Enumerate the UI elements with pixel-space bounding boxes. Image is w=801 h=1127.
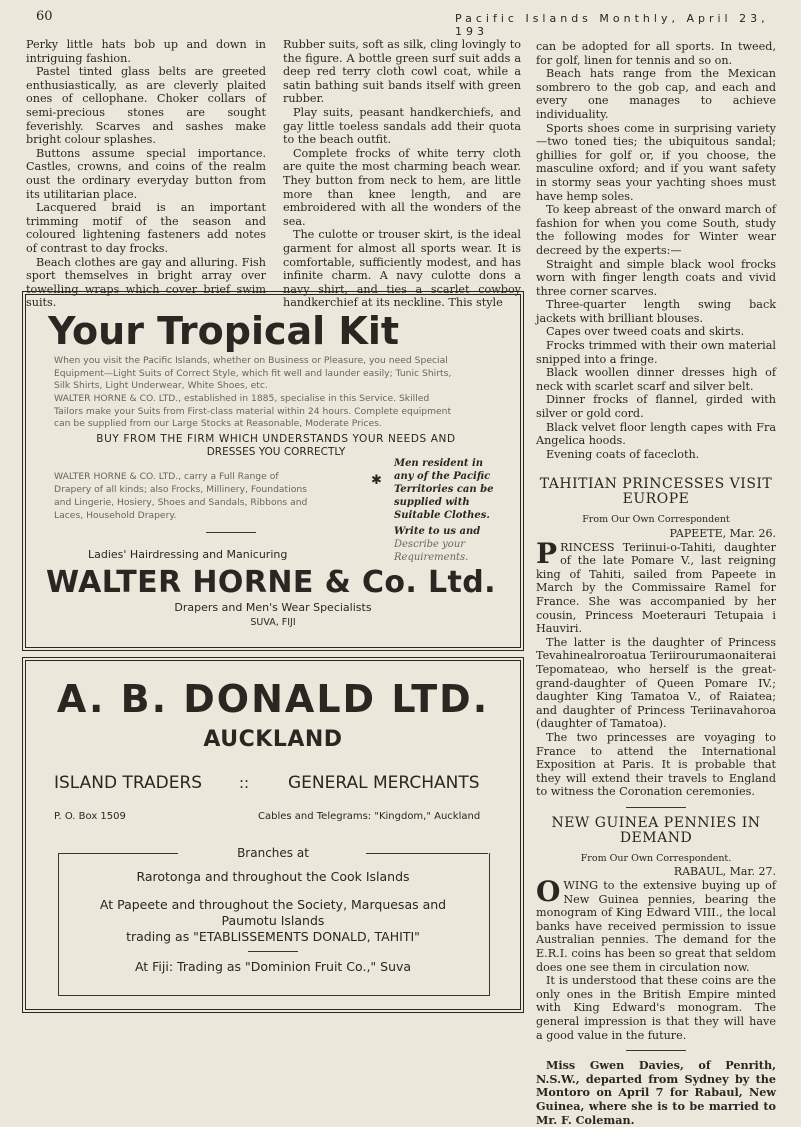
paragraph: The culotte or trouser skirt, is the ideal garment for almost all sports wear. It is comfortable, sufficiently modest, and has infinite charm. A navy culotte dons a navy shirt, and ties a scarlet cowboy handkerchief at its neckline. This style [283, 228, 521, 310]
ad-text-line: and Lingerie, Hosiery, Shoes and Sandals, Ribbons and [54, 497, 308, 508]
ad-hairdressing: Ladies' Hairdressing and Manicuring [88, 548, 288, 561]
ad-island-traders: ISLAND TRADERS [54, 773, 203, 793]
paragraph: Three-quarter length swing back jackets with brilliant blouses. [536, 298, 776, 325]
walter-horne-advertisement [22, 291, 524, 651]
ad-range [54, 470, 307, 522]
ad-text-line: any of the Pacific [394, 471, 491, 482]
paragraph: Frocks trimmed with their own material snipped into a fringe. [536, 339, 776, 366]
paragraph: Buttons assume special importance. Castles, crowns, and coins of the realm oust the ordinary everyday button from its utilitarian place. [26, 146, 266, 201]
paragraph: RINCESS Teriinui-o-Tahiti, daughter of the late Pomare V., last reigning king of Tahiti, sailed from Papeete in March by the Commissaire Ramel for France. She was accompanied by her cousin, Princess Moeterauri Tetupaia i Hauviri. [536, 540, 776, 636]
ad-text-line: supplied with [394, 497, 470, 508]
paragraph: WING to the extensive buying up of New Guinea pennies, bearing the monogram of King Edward VIII., the local banks have received permission to issue Australian pennies. The demand for the E.R.I. coins has been so great that seldom does one see them in circulation now. [536, 879, 776, 974]
paragraph: Evening coats of facecloth. [546, 447, 700, 461]
ad-write-to-us [394, 525, 480, 564]
ad-text-line: can be supplied from our Large Stocks at Reasonable, Moderate Prices. [54, 418, 382, 429]
ad-text-line: When you visit the Pacific Islands, whether on Business or Pleasure, you need Special [54, 355, 448, 366]
ad-text-line: Men resident in [394, 458, 484, 469]
ad-cables: Cables and Telegrams: "Kingdom," Auckland [258, 811, 481, 822]
drop-cap: P [536, 536, 558, 570]
paragraph: Capes over tweed coats and skirts. [546, 325, 745, 339]
ad-text-line: Paumotu Islands [221, 913, 325, 928]
divider [206, 532, 256, 533]
correspondent-line: From Our Own Correspondent [582, 514, 730, 526]
ad-buy-slogan [54, 433, 498, 459]
page-number: 60 [36, 9, 53, 24]
social-note: Miss Gwen Davies, of Penrith, N.S.W., departed from Sydney by the Montoro on April 7 for Rabaul, New Guinea, where she is to be married to Mr. F. Coleman. [536, 1058, 776, 1127]
ad-city: AUCKLAND [203, 727, 343, 752]
ad-text-line: Equipment—Light Suits of Correct Style, which fit well and launder easily; Tunic Shirts, [54, 367, 452, 379]
article-headline: TAHITIAN PRINCESSES VISIT EUROPE [539, 476, 773, 508]
ad-text-line: Describe your [394, 539, 466, 550]
divider [626, 807, 686, 808]
ad-intro [54, 355, 451, 393]
ad-branches-heading: Branches at [237, 846, 309, 860]
dateline: PAPEETE, Mar. 26. [669, 527, 776, 540]
drop-cap: O [536, 875, 561, 909]
running-head: Pacific Islands Monthly, April 23, 193 [455, 12, 769, 38]
divider [248, 951, 298, 952]
paragraph: Rubber suits, soft as silk, cling lovingly to the figure. A bottle green surf suit adds a deep red terry cloth cowl coat, while a satin bathing suit bands itself with green rubber. [283, 38, 521, 106]
ad-men-resident [394, 457, 494, 522]
ad-separator: :: [239, 774, 250, 792]
ad-text-line: DRESSES YOU CORRECTLY [206, 446, 346, 458]
paragraph: can be adopted for all sports. In tweed, for golf, linen for tennis and so on. [536, 40, 776, 67]
ab-donald-advertisement [22, 657, 524, 1013]
ad-text-line: Laces, Household Drapery. [54, 510, 177, 521]
ad-text-line: WALTER HORNE & CO. LTD., established in 1885, specialise in this Service. Skilled [54, 393, 430, 404]
article-column-2 [283, 38, 521, 310]
ad-text-line: Write to us and [394, 526, 481, 537]
ad-branch-tahiti [26, 897, 520, 945]
ad-location: SUVA, FIJI [250, 617, 296, 628]
paragraph: Play suits, peasant handkerchiefs, and gay little toeless sandals add their quota to the beach outfit. [283, 105, 521, 147]
ad-text-line: Suitable Clothes. [394, 510, 490, 521]
paragraph: It is understood that these coins are the only ones in the British Empire minted with King Edward's monogram. The general impression is that they will have a good value in the future. [536, 974, 776, 1042]
ad-text-line: Drapery of all kinds; also Frocks, Millinery, Foundations [54, 484, 307, 495]
ad-text-line: Requirements. [394, 552, 469, 563]
ad-text-line: Tailors make your Suits from First-class material within 24 hours. Complete equipment [54, 405, 452, 417]
ad-established [54, 393, 451, 431]
paragraph: Beach hats range from the Mexican sombrero to the gob cap, and each and every one manages to achieve individuality. [536, 67, 776, 121]
paragraph: Black woollen dinner dresses high of neck with scarlet scarf and silver belt. [536, 366, 776, 393]
divider [626, 1050, 686, 1051]
paragraph: The two princesses are voyaging to France to attend the International Exposition at Paris. It is probable that they will extend their travels to England to witness the Coronation ceremonies. [536, 730, 776, 799]
ad-text-line: At Papeete and throughout the Society, Marquesas and [99, 897, 447, 912]
ad-po-box: P. O. Box 1509 [54, 811, 126, 822]
guinea-article [536, 816, 776, 1042]
ad-branch-fiji: At Fiji: Trading as "Dominion Fruit Co.," Suva [134, 959, 412, 974]
ad-general-merchants: GENERAL MERCHANTS [288, 773, 480, 793]
paragraph: Lacquered braid is an important trimming motif of the season and coloured lightening fasteners add notes of contrast to day frocks. [26, 201, 266, 255]
dateline: RABAUL, Mar. 27. [673, 865, 776, 879]
article-column-1 [26, 38, 266, 310]
ad-text-line: BUY FROM THE FIRM WHICH UNDERSTANDS YOUR NEEDS AND [96, 433, 456, 445]
paragraph: Pastel tinted glass belts are greeted enthusiastically, as are cleverly plaited ones of cellophane. Choker collars of semi-precious stones are sought feverishly. Scarves and sashes make bright colour splashes. [26, 65, 266, 147]
ad-text-line: Silk Shirts, Light Underwear, White Shoes, etc. [54, 380, 268, 391]
ad-company-name: WALTER HORNE & Co. Ltd. [46, 565, 496, 600]
correspondent-line: From Our Own Correspondent. [580, 852, 732, 864]
tahiti-article [536, 477, 776, 798]
paragraph: Beach clothes are gay and alluring. Fish sport themselves in bright array over towelling wraps which cover brief swim suits. [26, 255, 266, 310]
paragraph: Perky little hats bob up and down in intriguing fashion. [26, 38, 266, 65]
paragraph: Dinner frocks of flannel, girded with silver or gold cord. [536, 393, 776, 421]
paragraph: The latter is the daughter of Princess Tevahinealroroatua Teriirourumaonaiterai Tepomateao, who herself is the great-grand-daughter of Queen Pomare IV.; daughter King Tamatoa V., of Raiatea; and daughter of Princess Teriinavahoroa (daughter of Tamatoa). [536, 635, 776, 731]
asterism-icon: ✱ [371, 473, 382, 488]
paragraph: To keep abreast of the onward march of fashion for when you come South, study the following modes for Winter wear decreed by the experts:— [536, 203, 776, 257]
paragraph: Complete frocks of white terry cloth are quite the most charming beach wear. They button from neck to hem, are little more than knee length, and are embroidered with all the wonders of the sea. [283, 146, 521, 228]
ad-branch-line: Rarotonga and throughout the Cook Islands [136, 869, 410, 884]
paragraph: Straight and simple black wool frocks worn with finger length coats and vivid three corner scarves. [536, 257, 776, 298]
article-column-3 [536, 40, 776, 1127]
article-headline: NEW GUINEA PENNIES IN DEMAND [551, 814, 761, 846]
ad-drapers: Drapers and Men's Wear Specialists [174, 601, 372, 614]
ad-text-line: WALTER HORNE & CO. LTD., carry a Full Range of [54, 471, 279, 482]
ad-title: Your Tropical Kit [48, 309, 400, 353]
paragraph: Sports shoes come in surprising variety—two toned ties; the ubiquitous sandal; ghillies for golf or, if you choose, the masculine oxford; and if you want safety in stormy seas your yachting shoes must have hemp soles. [536, 121, 776, 203]
ad-text-line: Territories can be [394, 484, 494, 495]
ad-text-line: trading as "ETABLISSEMENTS DONALD, TAHITI" [126, 929, 420, 944]
paragraph: Black velvet floor length capes with Fra Angelica hoods. [536, 420, 776, 448]
ad-company-name: A. B. DONALD LTD. [56, 677, 490, 721]
